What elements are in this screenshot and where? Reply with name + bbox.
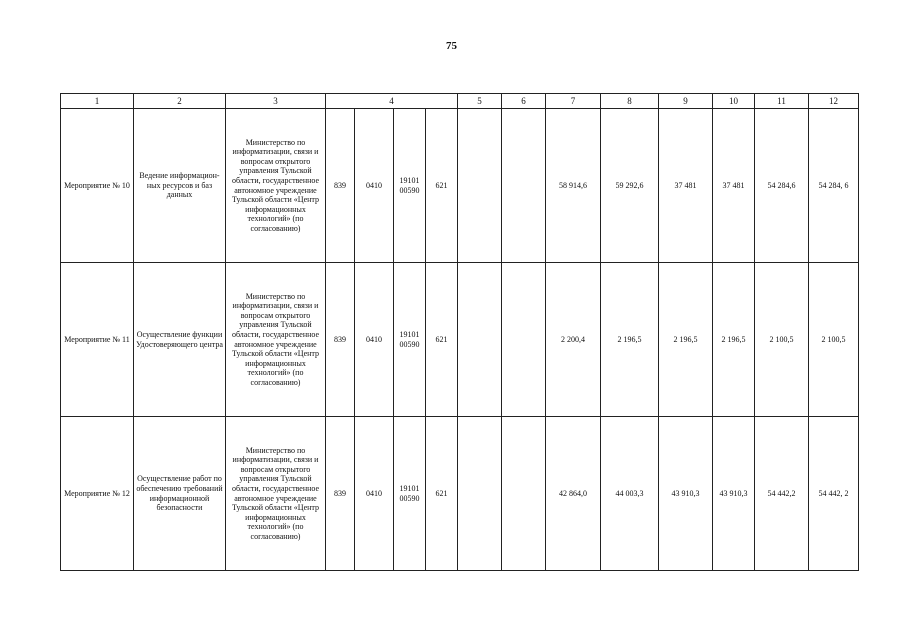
event-cell: Мероприятие № 12 [61,417,134,571]
code-vr-cell: 621 [426,263,458,417]
code-csr-cell: 19101 00590 [394,417,426,571]
col12-cell: 54 284, 6 [809,109,859,263]
header-cell-9: 9 [659,94,713,109]
table-row [61,417,859,571]
code-grbs-cell: 839 [326,417,355,571]
code-rzpr-cell: 0410 [355,263,394,417]
page-number: 75 [446,40,457,52]
col12-cell: 2 100,5 [809,263,859,417]
col9-cell: 2 196,5 [659,263,713,417]
col5-cell [458,263,502,417]
executor-cell: Министерство по информатизации, связи и вопросам открытого управления Тульской области, государственное автономное учреждение Тульской области «Центр информационных технологий» (по согласованию) [226,417,326,571]
header-cell-6: 6 [502,94,546,109]
col7-cell: 42 864,0 [546,417,601,571]
table-row [61,263,859,417]
col7-cell: 2 200,4 [546,263,601,417]
col8-cell: 44 003,3 [601,417,659,571]
col9-cell: 43 910,3 [659,417,713,571]
header-cell-8: 8 [601,94,659,109]
col11-cell: 54 442,2 [755,417,809,571]
col5-cell [458,417,502,571]
header-cell-7: 7 [546,94,601,109]
header-cell-10: 10 [713,94,755,109]
code-grbs-cell: 839 [326,263,355,417]
code-vr-cell: 621 [426,417,458,571]
executor-cell: Министерство по информатизации, связи и вопросам открытого управления Тульской области, государственное автономное учреждение Тульской области «Центр информационных технологий» (по согласованию) [226,109,326,263]
header-cell-2: 2 [134,94,226,109]
col10-cell: 2 196,5 [713,263,755,417]
table-row [61,109,859,263]
executor-cell: Министерство по информатизации, связи и вопросам открытого управления Тульской области, государственное автономное учреждение Тульской области «Центр информационных технологий» (по согласованию) [226,263,326,417]
code-csr-cell: 19101 00590 [394,263,426,417]
header-cell-11: 11 [755,94,809,109]
header-row [61,94,859,109]
name-cell: Ведение информацион-ных ресурсов и баз данных [134,109,226,263]
code-rzpr-cell: 0410 [355,109,394,263]
col6-cell [502,109,546,263]
col7-cell: 58 914,6 [546,109,601,263]
name-cell: Осуществление функции Удостоверяющего центра [134,263,226,417]
code-rzpr-cell: 0410 [355,417,394,571]
code-vr-cell: 621 [426,109,458,263]
col10-cell: 37 481 [713,109,755,263]
header-cell-4: 4 [326,94,458,109]
col6-cell [502,417,546,571]
col5-cell [458,109,502,263]
header-cell-1: 1 [61,94,134,109]
col8-cell: 2 196,5 [601,263,659,417]
event-cell: Мероприятие № 11 [61,263,134,417]
header-cell-5: 5 [458,94,502,109]
col11-cell: 2 100,5 [755,263,809,417]
col6-cell [502,263,546,417]
code-csr-cell: 19101 00590 [394,109,426,263]
code-grbs-cell: 839 [326,109,355,263]
name-cell: Осуществление работ по обеспечению требований информационной безопасности [134,417,226,571]
col8-cell: 59 292,6 [601,109,659,263]
event-cell: Мероприятие № 10 [61,109,134,263]
header-cell-3: 3 [226,94,326,109]
col10-cell: 43 910,3 [713,417,755,571]
budget-table [60,93,859,571]
col11-cell: 54 284,6 [755,109,809,263]
header-cell-12: 12 [809,94,859,109]
col9-cell: 37 481 [659,109,713,263]
col12-cell: 54 442, 2 [809,417,859,571]
